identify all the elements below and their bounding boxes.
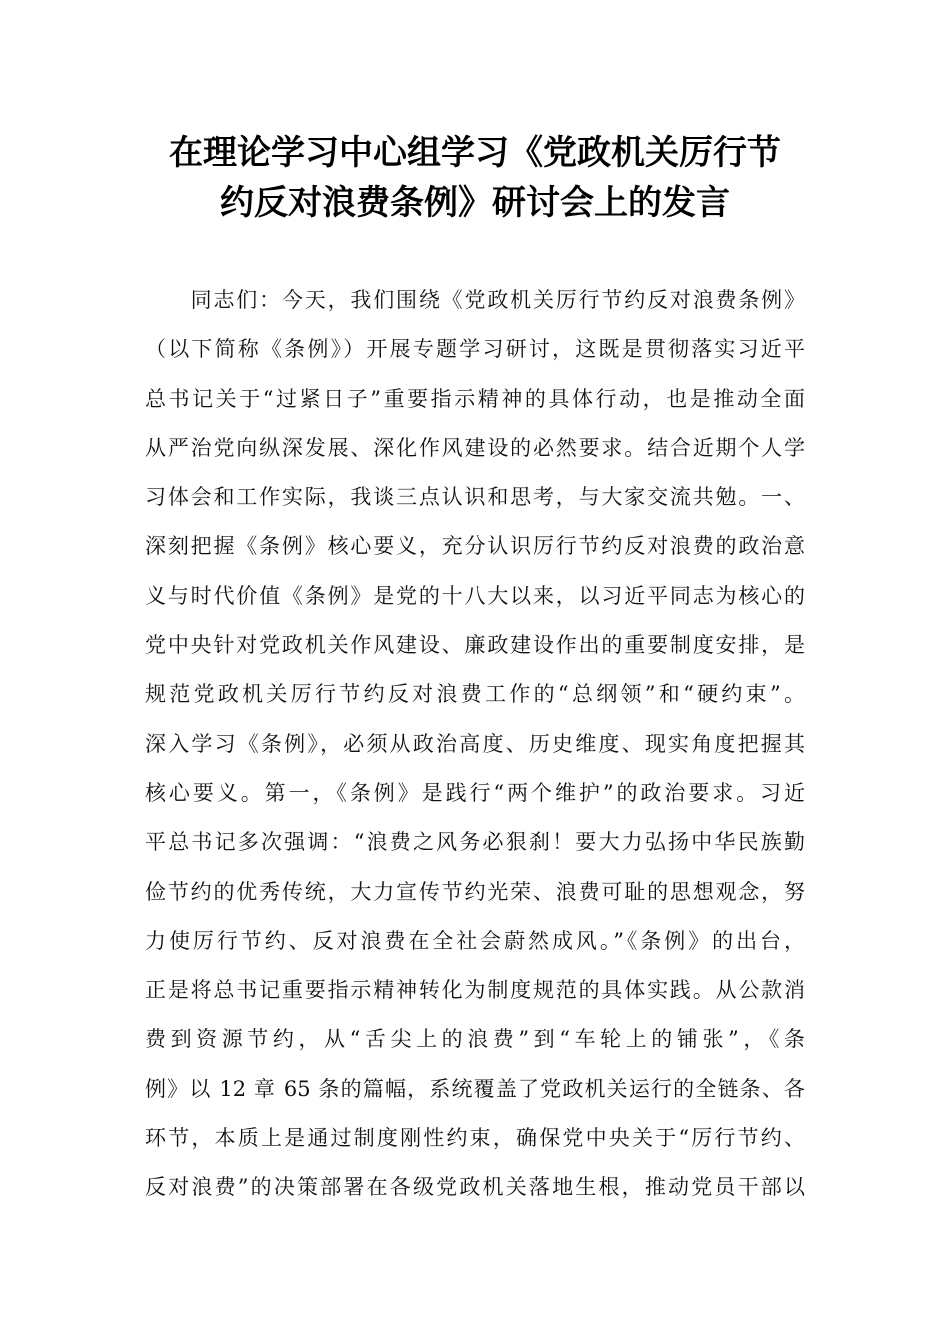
body-line: 俭节约的优秀传统，大力宣传节约光荣、浪费可耻的思想观念，努 <box>145 879 805 904</box>
body-line: 深刻把握《条例》核心要义，充分认识厉行节约反对浪费的政治意 <box>145 534 805 559</box>
body-line: （以下简称《条例》）开展专题学习研讨，这既是贯彻落实习近平 <box>145 337 805 362</box>
body-line: 核心要义。第一，《条例》是践行“两个维护”的政治要求。习近 <box>145 780 805 805</box>
body-line: 习体会和工作实际，我谈三点认识和思考，与大家交流共勉。一、 <box>145 485 805 510</box>
title-line-2: 约反对浪费条例》研讨会上的发言 <box>220 183 730 223</box>
body-line: 力使厉行节约、反对浪费在全社会蔚然成风。”《条例》的出台， <box>145 928 805 953</box>
document-title <box>140 128 810 228</box>
body-line: 环节，本质上是通过制度刚性约束，确保党中央关于“厉行节约、 <box>145 1126 805 1151</box>
body-line: 例》以 12 章 65 条的篇幅，系统覆盖了党政机关运行的全链条、各 <box>145 1076 805 1101</box>
body-line: 正是将总书记重要指示精神转化为制度规范的具体实践。从公款消 <box>145 978 805 1003</box>
body-line: 规范党政机关厉行节约反对浪费工作的“总纲领”和“硬约束”。 <box>145 682 805 707</box>
body-line: 平总书记多次强调：“浪费之风务必狠刹！要大力弘扬中华民族勤 <box>145 830 805 855</box>
body-line: 总书记关于“过紧日子”重要指示精神的具体行动，也是推动全面 <box>145 386 805 411</box>
body-line: 反对浪费”的决策部署在各级党政机关落地生根，推动党员干部以 <box>145 1175 805 1200</box>
title-line-1: 在理论学习中心组学习《党政机关厉行节 <box>169 133 781 173</box>
body-line: 从严治党向纵深发展、深化作风建设的必然要求。结合近期个人学 <box>145 435 805 460</box>
body-line: 深入学习《条例》，必须从政治高度、历史维度、现实角度把握其 <box>145 731 805 756</box>
document-body <box>145 282 805 1219</box>
body-line: 义与时代价值《条例》是党的十八大以来，以习近平同志为核心的 <box>145 583 805 608</box>
body-line: 党中央针对党政机关作风建设、廉政建设作出的重要制度安排，是 <box>145 633 805 658</box>
body-line: 费到资源节约，从“舌尖上的浪费”到“车轮上的铺张”，《条 <box>145 1027 805 1052</box>
body-line: 同志们：今天，我们围绕《党政机关厉行节约反对浪费条例》 <box>145 288 805 312</box>
